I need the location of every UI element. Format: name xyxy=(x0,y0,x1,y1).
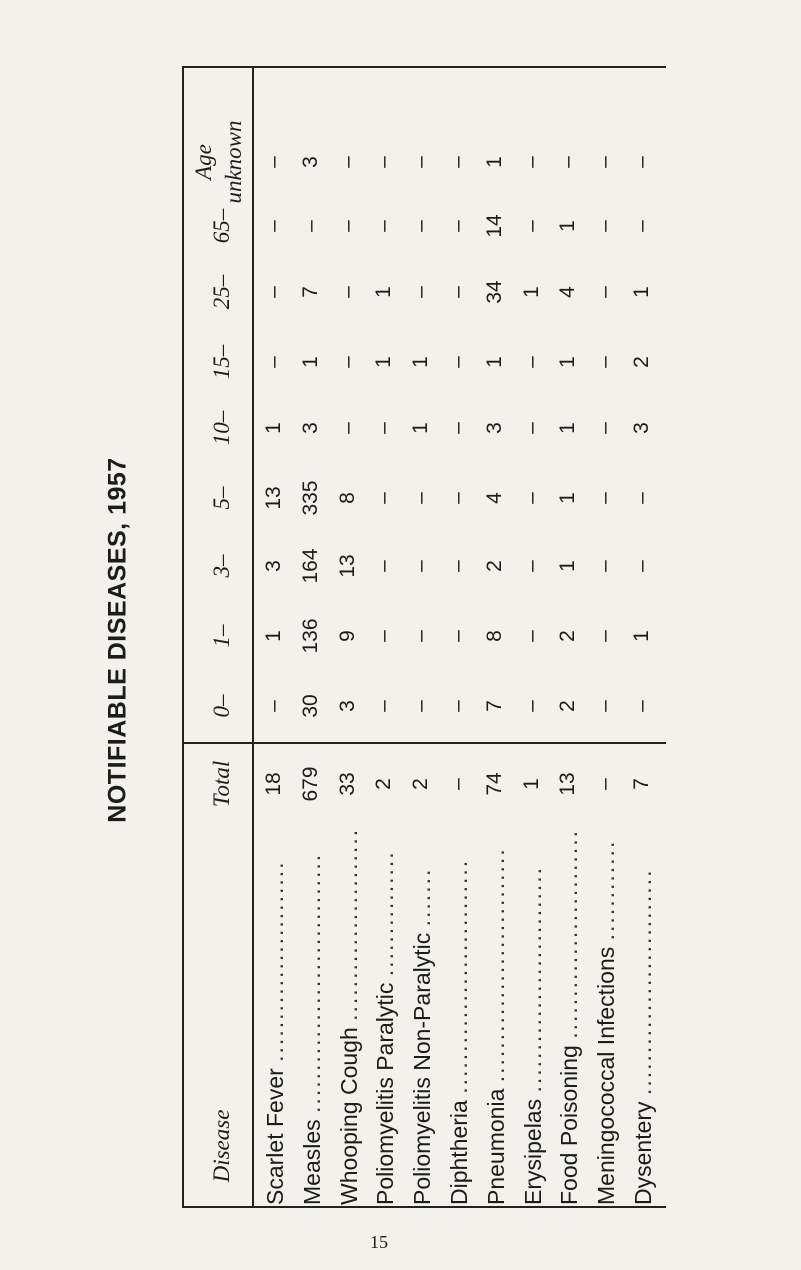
notifiable-diseases-table: Total 0– 1– 3– 5– 10– 15– 25– 65– Age unknown Disease Scarlet Fever ........................ 18 – 1 3 13 1 – – – – Measles ............................... 679 30 136 164 335 3 1 7 – 3 Whooping Cough ....................... 33 3 9 13 8 – – – – – Poliomyelitis Paralytic ............... 2 – – – – – 1 1 – – Poliomyelitis Non-Paralytic ....... 2 – – – – 1 1 – – – Diphtheria ............................ – – – – – – – – – – Pneumonia ............................ 74 7 8 2 4 3 1 34 14 1 Erysipelas ........................... 1 – – – – – – 1 – – Food Poisoning ......................... 13 2 2 1 1 1 1 4 1 – Meningococcal Infections ............ – – – – – – – – – – Dysentery ........................... 7 – 1 – – 3 2 1 – – xyxy=(182,66,666,1208)
disease-name: Food Poisoning xyxy=(556,1045,583,1205)
disease-name: Scarlet Fever xyxy=(262,1068,288,1205)
leader-dots: ............................... xyxy=(298,852,325,1113)
disease-name: Dysentery xyxy=(630,1101,656,1205)
leader-dots: ............... xyxy=(372,850,399,977)
leader-dots: ............................ xyxy=(482,847,509,1083)
disease-divider xyxy=(182,742,666,744)
leader-dots: ........................... xyxy=(519,865,546,1093)
leader-dots: ............ xyxy=(593,839,620,941)
disease-name: Poliomyelitis Paralytic xyxy=(372,982,399,1205)
disease-name: Erysipelas xyxy=(519,1098,546,1205)
disease-name: Measles xyxy=(298,1119,325,1205)
disease-name: Pneumonia xyxy=(482,1088,509,1205)
leader-dots: ....................... xyxy=(335,827,362,1021)
page-number: 15 xyxy=(370,1232,388,1252)
disease-name: Diphtheria xyxy=(446,1100,472,1205)
header-divider xyxy=(252,66,254,1208)
table-left-rule xyxy=(182,66,184,1208)
leader-dots: ........................ xyxy=(262,860,288,1062)
table-top-rule xyxy=(182,66,666,68)
disease-name: Whooping Cough xyxy=(335,1027,362,1205)
leader-dots: ........................... xyxy=(630,868,656,1096)
table-bottom-rule xyxy=(182,1206,666,1208)
leader-dots: ....... xyxy=(409,867,436,927)
disease-name: Meningococcal Infections xyxy=(593,946,620,1205)
leader-dots: ......................... xyxy=(556,829,583,1039)
leader-dots: ............................ xyxy=(446,858,472,1094)
disease-name: Poliomyelitis Non-Paralytic xyxy=(409,932,436,1205)
